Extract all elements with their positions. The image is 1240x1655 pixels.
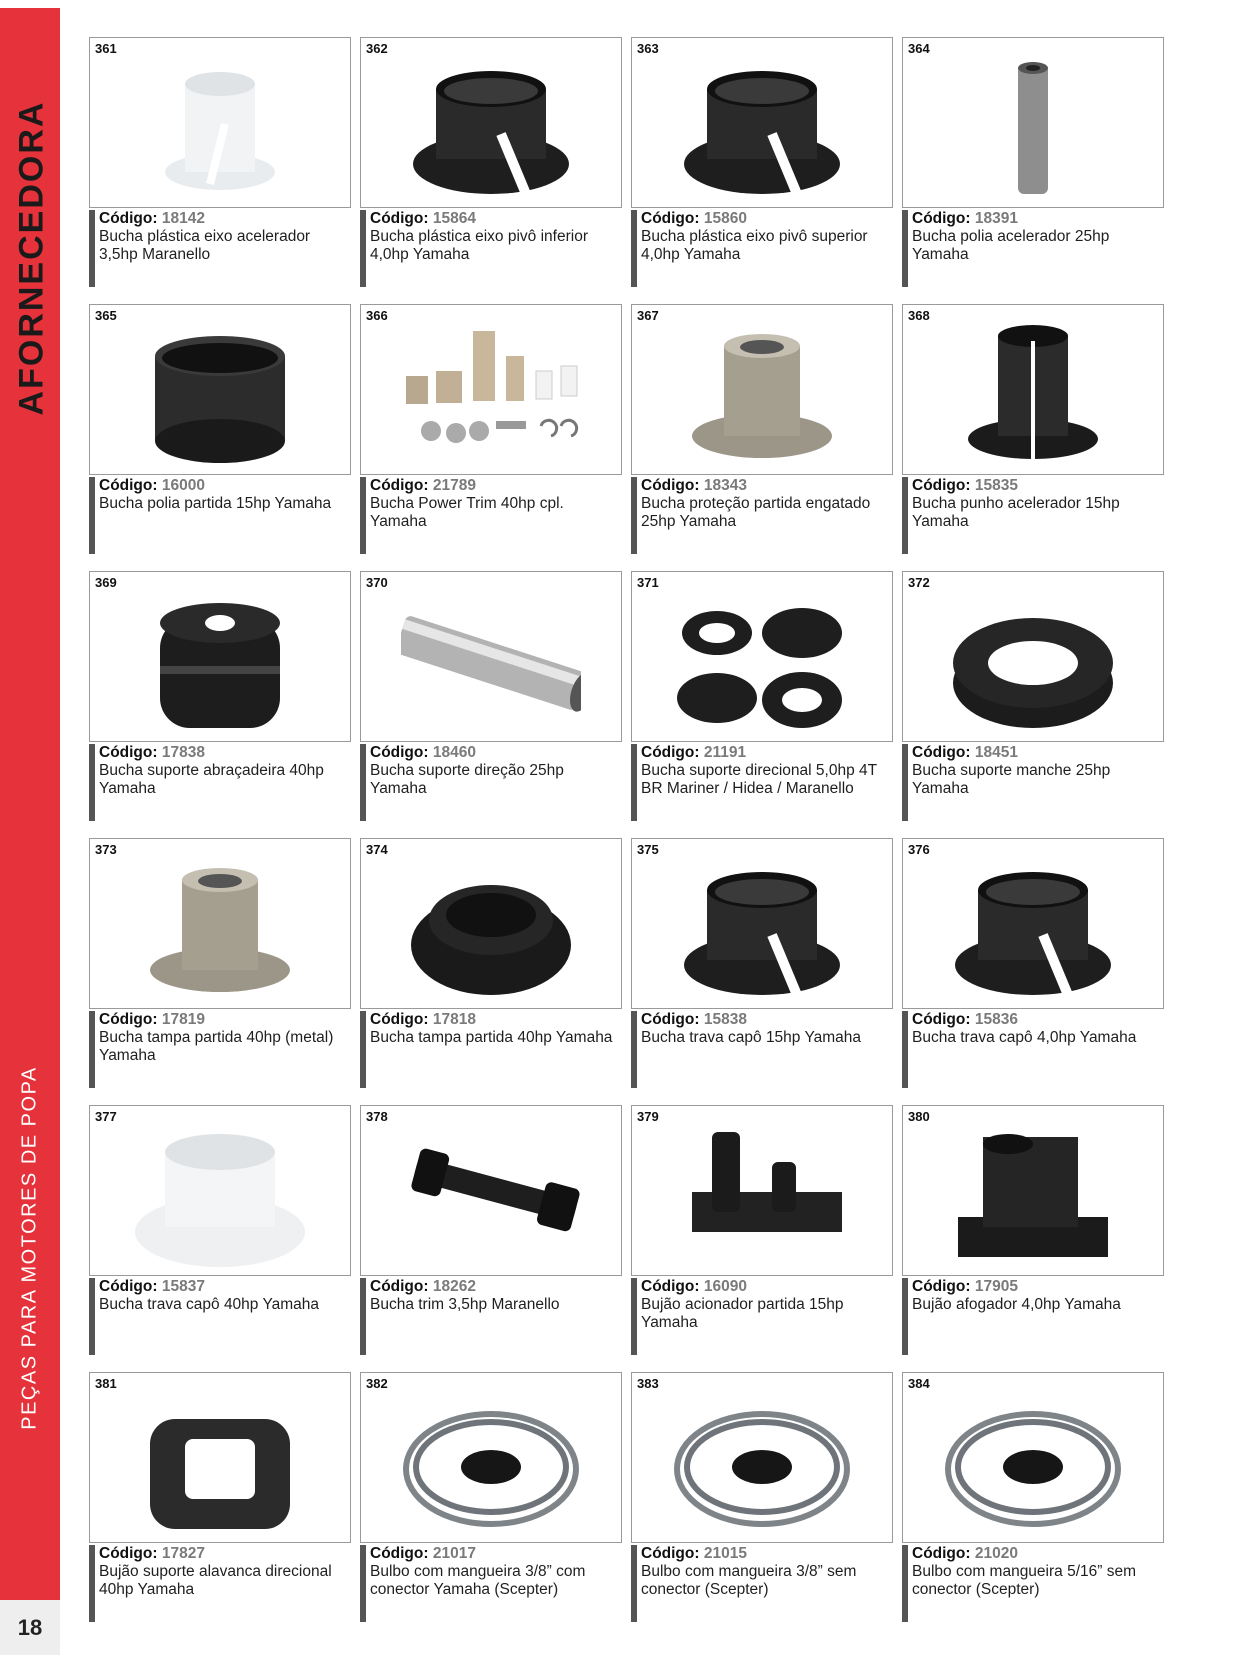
product-description: Bucha tampa partida 40hp Yamaha xyxy=(370,1029,613,1046)
product-card-373[interactable] xyxy=(89,838,351,1088)
product-info xyxy=(902,210,1164,287)
product-photo-frame xyxy=(902,838,1164,1009)
item-number: 376 xyxy=(908,842,930,857)
product-photo-frame xyxy=(360,304,622,475)
product-card-361[interactable] xyxy=(89,37,351,287)
product-info xyxy=(631,1011,893,1088)
product-info xyxy=(631,477,893,554)
black-flanged-split-bushing-icon xyxy=(943,855,1123,1005)
product-card-383[interactable] xyxy=(631,1372,893,1622)
product-photo-frame xyxy=(360,37,622,208)
item-number: 367 xyxy=(637,308,659,323)
white-flanged-bushing-icon xyxy=(130,1122,310,1272)
metal-sleeve-icon xyxy=(943,54,1123,204)
product-info xyxy=(360,1011,622,1088)
product-photo-frame xyxy=(631,37,893,208)
code-label: Código: xyxy=(99,1278,158,1295)
product-description: Bucha plástica eixo acelerador 3,5hp Maranello xyxy=(99,228,311,263)
code-value: 15835 xyxy=(974,477,1018,494)
product-info xyxy=(631,210,893,287)
item-number: 362 xyxy=(366,41,388,56)
product-photo-frame xyxy=(360,838,622,1009)
code-line xyxy=(641,1011,893,1029)
code-line xyxy=(370,744,622,762)
product-card-367[interactable] xyxy=(631,304,893,554)
code-label: Código: xyxy=(912,1545,971,1562)
item-number: 366 xyxy=(366,308,388,323)
code-line xyxy=(912,744,1164,762)
square-rubber-plug-icon xyxy=(130,1389,310,1539)
code-value: 17827 xyxy=(161,1545,205,1562)
product-description: Bucha Power Trim 40hp cpl. Yamaha xyxy=(370,495,564,530)
item-number: 379 xyxy=(637,1109,659,1124)
product-card-369[interactable] xyxy=(89,571,351,821)
product-description: Bulbo com mangueira 5/16” sem conector (Scepter) xyxy=(912,1563,1137,1598)
product-photo-frame xyxy=(902,1372,1164,1543)
code-value: 21789 xyxy=(432,477,476,494)
item-number: 374 xyxy=(366,842,388,857)
code-line xyxy=(370,1278,622,1296)
product-card-372[interactable] xyxy=(902,571,1164,821)
item-number: 380 xyxy=(908,1109,930,1124)
code-label: Código: xyxy=(370,1545,429,1562)
black-pin-icon xyxy=(401,1122,581,1272)
black-ring-grommet-icon xyxy=(401,855,581,1005)
code-label: Código: xyxy=(641,477,700,494)
fuel-bulb-hose-icon xyxy=(672,1389,852,1539)
product-photo-frame xyxy=(902,571,1164,742)
fuel-bulb-hose-icon xyxy=(401,1389,581,1539)
item-number: 361 xyxy=(95,41,117,56)
code-line xyxy=(641,477,893,495)
product-photo-frame xyxy=(89,838,351,1009)
product-description: Bujão acionador partida 15hp Yamaha xyxy=(641,1296,844,1331)
code-line xyxy=(99,1545,351,1563)
product-info xyxy=(631,1545,893,1622)
fuel-bulb-hose-icon xyxy=(943,1389,1123,1539)
code-line xyxy=(370,477,622,495)
product-photo-frame xyxy=(360,1105,622,1276)
item-number: 378 xyxy=(366,1109,388,1124)
item-number: 368 xyxy=(908,308,930,323)
code-line xyxy=(99,744,351,762)
code-value: 15838 xyxy=(703,1011,747,1028)
code-value: 15860 xyxy=(703,210,747,227)
product-card-384[interactable] xyxy=(902,1372,1164,1622)
section-title: PEÇAS PARA MOTORES DE POPA xyxy=(18,1066,41,1430)
code-value: 17819 xyxy=(161,1011,205,1028)
product-info xyxy=(360,744,622,821)
product-description: Bucha suporte direcional 5,0hp 4T BR Mariner / Hidea / Maranello xyxy=(641,762,877,797)
product-photo-frame xyxy=(89,304,351,475)
page-number: 18 xyxy=(17,1614,43,1640)
product-grid xyxy=(89,37,1164,1622)
code-label: Código: xyxy=(641,744,700,761)
product-description: Bucha polia partida 15hp Yamaha xyxy=(99,495,332,512)
code-label: Código: xyxy=(99,477,158,494)
item-number: 364 xyxy=(908,41,930,56)
product-description: Bucha plástica eixo pivô inferior 4,0hp Yamaha xyxy=(370,228,588,263)
item-number: 369 xyxy=(95,575,117,590)
code-label: Código: xyxy=(370,477,429,494)
product-info xyxy=(360,210,622,287)
product-description: Bujão afogador 4,0hp Yamaha xyxy=(912,1296,1121,1313)
rubber-ring-grommet-icon xyxy=(943,588,1123,738)
metal-flanged-bushing-icon xyxy=(130,855,310,1005)
code-value: 21017 xyxy=(432,1545,476,1562)
code-value: 18451 xyxy=(974,744,1018,761)
code-label: Código: xyxy=(99,1545,158,1562)
code-label: Código: xyxy=(641,210,700,227)
product-info xyxy=(902,477,1164,554)
product-info xyxy=(89,1278,351,1355)
product-photo-frame xyxy=(89,571,351,742)
code-value: 18460 xyxy=(432,744,476,761)
product-info xyxy=(360,477,622,554)
code-value: 21020 xyxy=(974,1545,1018,1562)
product-photo-frame xyxy=(89,1105,351,1276)
code-line xyxy=(370,1011,622,1029)
product-description: Bucha suporte direção 25hp Yamaha xyxy=(370,762,564,797)
product-info xyxy=(360,1278,622,1355)
product-info xyxy=(360,1545,622,1622)
code-value: 18262 xyxy=(432,1278,476,1295)
product-card-381[interactable] xyxy=(89,1372,351,1622)
product-photo-frame xyxy=(631,571,893,742)
code-line xyxy=(912,210,1164,228)
item-number: 381 xyxy=(95,1376,117,1391)
code-label: Código: xyxy=(912,477,971,494)
code-label: Código: xyxy=(370,210,429,227)
code-label: Código: xyxy=(912,1278,971,1295)
product-description: Bulbo com mangueira 3/8” sem conector (Scepter) xyxy=(641,1563,857,1598)
product-description: Bucha trim 3,5hp Maranello xyxy=(370,1296,560,1313)
product-info xyxy=(631,744,893,821)
code-line xyxy=(370,1545,622,1563)
product-card-362[interactable] xyxy=(360,37,622,287)
code-label: Código: xyxy=(641,1545,700,1562)
product-description: Bucha plástica eixo pivô superior 4,0hp Yamaha xyxy=(641,228,868,263)
code-label: Código: xyxy=(99,744,158,761)
item-number: 373 xyxy=(95,842,117,857)
product-card-368[interactable] xyxy=(902,304,1164,554)
code-label: Código: xyxy=(641,1278,700,1295)
product-card-377[interactable] xyxy=(89,1105,351,1355)
product-card-364[interactable] xyxy=(902,37,1164,287)
item-number: 375 xyxy=(637,842,659,857)
item-number: 370 xyxy=(366,575,388,590)
bushing-kit-icon xyxy=(401,321,581,471)
page-number-box xyxy=(0,1600,60,1655)
code-label: Código: xyxy=(370,1278,429,1295)
product-card-375[interactable] xyxy=(631,838,893,1088)
code-label: Código: xyxy=(912,1011,971,1028)
metal-flanged-bushing-icon xyxy=(672,321,852,471)
choke-plug-icon xyxy=(943,1122,1123,1272)
code-line xyxy=(99,1278,351,1296)
product-photo-frame xyxy=(89,37,351,208)
product-description: Bucha punho acelerador 15hp Yamaha xyxy=(912,495,1120,530)
code-line xyxy=(99,477,351,495)
code-label: Código: xyxy=(912,210,971,227)
product-photo-frame xyxy=(902,1105,1164,1276)
product-photo-frame xyxy=(631,304,893,475)
product-description: Bulbo com mangueira 3/8” com conector Yamaha (Scepter) xyxy=(370,1563,586,1598)
code-label: Código: xyxy=(912,744,971,761)
black-flanged-split-bushing-icon xyxy=(672,855,852,1005)
code-line xyxy=(641,1278,893,1296)
code-label: Código: xyxy=(370,744,429,761)
black-flanged-split-bushing-icon xyxy=(401,54,581,204)
product-info xyxy=(89,1545,351,1622)
product-card-371[interactable] xyxy=(631,571,893,821)
product-photo-frame xyxy=(631,1105,893,1276)
code-line xyxy=(912,1011,1164,1029)
code-label: Código: xyxy=(99,1011,158,1028)
code-value: 21191 xyxy=(703,744,747,761)
rubber-grommet-icon xyxy=(130,588,310,738)
product-description: Bucha trava capô 40hp Yamaha xyxy=(99,1296,320,1313)
white-plastic-bushing-icon xyxy=(130,54,310,204)
product-card-374[interactable] xyxy=(360,838,622,1088)
product-info xyxy=(89,477,351,554)
code-line xyxy=(912,1545,1164,1563)
item-number: 365 xyxy=(95,308,117,323)
code-line xyxy=(641,744,893,762)
product-info xyxy=(902,744,1164,821)
product-card-380[interactable] xyxy=(902,1105,1164,1355)
bushing-set-icon xyxy=(672,588,852,738)
product-card-366[interactable] xyxy=(360,304,622,554)
product-card-382[interactable] xyxy=(360,1372,622,1622)
product-description: Bucha suporte manche 25hp Yamaha xyxy=(912,762,1111,797)
black-tall-split-bushing-icon xyxy=(943,321,1123,471)
code-value: 17838 xyxy=(161,744,205,761)
product-card-365[interactable] xyxy=(89,304,351,554)
black-ring-bushing-icon xyxy=(130,321,310,471)
code-value: 17818 xyxy=(432,1011,476,1028)
code-value: 17905 xyxy=(974,1278,1018,1295)
item-number: 371 xyxy=(637,575,659,590)
product-description: Bucha trava capô 4,0hp Yamaha xyxy=(912,1029,1137,1046)
product-description: Bucha trava capô 15hp Yamaha xyxy=(641,1029,862,1046)
product-card-378[interactable] xyxy=(360,1105,622,1355)
product-photo-frame xyxy=(360,571,622,742)
code-label: Código: xyxy=(99,210,158,227)
product-card-379[interactable] xyxy=(631,1105,893,1355)
code-line xyxy=(641,1545,893,1563)
code-line xyxy=(370,210,622,228)
item-number: 384 xyxy=(908,1376,930,1391)
code-line xyxy=(641,210,893,228)
code-value: 18343 xyxy=(703,477,747,494)
product-info xyxy=(89,210,351,287)
code-value: 21015 xyxy=(703,1545,747,1562)
product-description: Bucha suporte abraçadeira 40hp Yamaha xyxy=(99,762,324,797)
product-photo-frame xyxy=(631,1372,893,1543)
black-flanged-split-bushing-icon xyxy=(672,54,852,204)
product-description: Bujão suporte alavanca direcional 40hp Yamaha xyxy=(99,1563,332,1598)
item-number: 377 xyxy=(95,1109,117,1124)
code-value: 15836 xyxy=(974,1011,1018,1028)
product-description: Bucha proteção partida engatado 25hp Yamaha xyxy=(641,495,871,530)
code-value: 16090 xyxy=(703,1278,747,1295)
product-photo-frame xyxy=(902,304,1164,475)
product-card-376[interactable] xyxy=(902,838,1164,1088)
product-info xyxy=(902,1545,1164,1622)
product-photo-frame xyxy=(631,838,893,1009)
item-number: 383 xyxy=(637,1376,659,1391)
product-info xyxy=(902,1011,1164,1088)
code-value: 18142 xyxy=(161,210,205,227)
product-card-363[interactable] xyxy=(631,37,893,287)
product-info xyxy=(902,1278,1164,1355)
brand-logo: AFORNECEDORA xyxy=(12,100,51,416)
code-line xyxy=(912,1278,1164,1296)
product-info xyxy=(631,1278,893,1355)
code-line xyxy=(99,210,351,228)
product-info xyxy=(89,744,351,821)
code-value: 16000 xyxy=(161,477,205,494)
product-description: Bucha polia acelerador 25hp Yamaha xyxy=(912,228,1110,263)
code-value: 15864 xyxy=(432,210,476,227)
code-line xyxy=(912,477,1164,495)
product-photo-frame xyxy=(360,1372,622,1543)
steel-tube-icon xyxy=(401,588,581,738)
item-number: 382 xyxy=(366,1376,388,1391)
product-photo-frame xyxy=(89,1372,351,1543)
code-value: 15837 xyxy=(161,1278,205,1295)
product-info xyxy=(89,1011,351,1088)
code-line xyxy=(99,1011,351,1029)
item-number: 363 xyxy=(637,41,659,56)
product-photo-frame xyxy=(902,37,1164,208)
code-label: Código: xyxy=(370,1011,429,1028)
product-description: Bucha tampa partida 40hp (metal) Yamaha xyxy=(99,1029,334,1064)
product-card-370[interactable] xyxy=(360,571,622,821)
starter-lever-plug-icon xyxy=(672,1122,852,1272)
item-number: 372 xyxy=(908,575,930,590)
sidebar xyxy=(0,8,60,1655)
code-value: 18391 xyxy=(974,210,1018,227)
code-label: Código: xyxy=(641,1011,700,1028)
